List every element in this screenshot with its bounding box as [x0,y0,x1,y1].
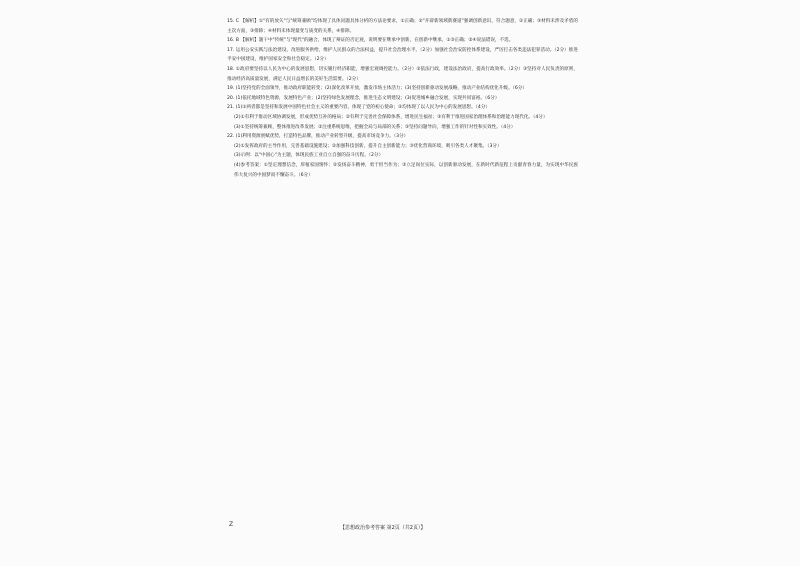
answer-paragraph: (4)参考答案：①坚定理想信念，厚植家国情怀；②发扬奋斗精神，勇于担当作为；③立足岗位实际，以创新驱动发展，在新时代新征程上贡献青春力量，为实现中华民族伟大复兴的中国梦而不懈奋斗。（6分） [234,162,578,178]
answer-paragraph: 19. (1)坚持党的全面领导，推动政府职能转变；(2)深化改革开放，激发市场主体活力；(3)坚持创新驱动发展战略，推动产业结构优化升级。（6分） [227,86,527,92]
answer-paragraph: (3)①坚持统筹兼顾，整体推进改革发展；②注重系统思维，把握全局与局部的关系；③坚持问题导向，增强工作的针对性和实效性。（4分） [234,124,516,130]
page-footer: 【思想政治参考答案 第2页（共2页）】 [340,525,426,531]
answer-paragraph: 22. (1)利用资源禀赋优势，打造特色品牌，推动产业转型升级，提高市场竞争力。（3分） [227,134,409,140]
answer-paragraph: 20. (1)依托地域特色资源，发展特色产业；(2)坚持绿色发展理念，推进生态文明建设；(3)促进城乡融合发展，实现共同富裕。（6分） [227,95,500,101]
answer-paragraph: 18. ①政府要坚持以人民为中心的发展思想，切实履行经济职能，增强宏观调控能力。（2分）②依法行政，建设法治政府，提高行政效率。（2分）③坚持对人民负责的原则，推动经济高质量发展，满足人民日益增长的美好生活需要。（2分） [227,66,578,82]
answer-paragraph: (2)①发挥政府的主导作用，完善基础设施建设；②加强科技创新，提升自主创新能力；③优化营商环境，吸引各类人才聚集。（3分） [234,143,502,149]
answer-paragraph: 17. 运用公安实践与法治建设，改进服务供给，维护人民群众的合法权益，提升社会治理水平。（2分）加强社会治安防控体系建设，严厉打击各类违法犯罪活动。（2分）推进平安中国建设，维护国家安全和社会稳定。（2分） [227,47,578,63]
answer-paragraph: (3)示例：以"中国心"为主题，体现民族工业自立自强的奋斗历程。（2分） [234,153,384,159]
answer-paragraph: 15. C 【解析】①"有的放矢"与"统筹兼顾"均体现了具体问题具体分析的方法论要求，①正确；②"开辟新领域新赛道"强调创新意识，符合题意，②正确；③材料未涉及矛盾的主次方面，③排除；④材料未体现量变与质变的关系，④排除。 [227,19,578,34]
answer-key-body [227,17,578,180]
page-number-mark: Z [229,521,234,528]
answer-paragraph: 16. B 【解析】题干中"传统"与"现代"的融合，体现了辩证的否定观，说明要在继承中创新，在创新中继承，①③正确；②④说法错误，不选。 [227,38,514,44]
answer-paragraph: (2)①有利于推动区域协调发展，形成优势互补的格局；②有利于完善社会保障体系，增进民生福祉；③有利于推进国家治理体系和治理能力现代化。（4分） [234,114,548,120]
answer-paragraph: 21. (1)①两者都是坚持和发展中国特色社会主义的重要内容，体现了党的初心使命；②均体现了以人民为中心的发展思想。（4分） [227,105,491,111]
